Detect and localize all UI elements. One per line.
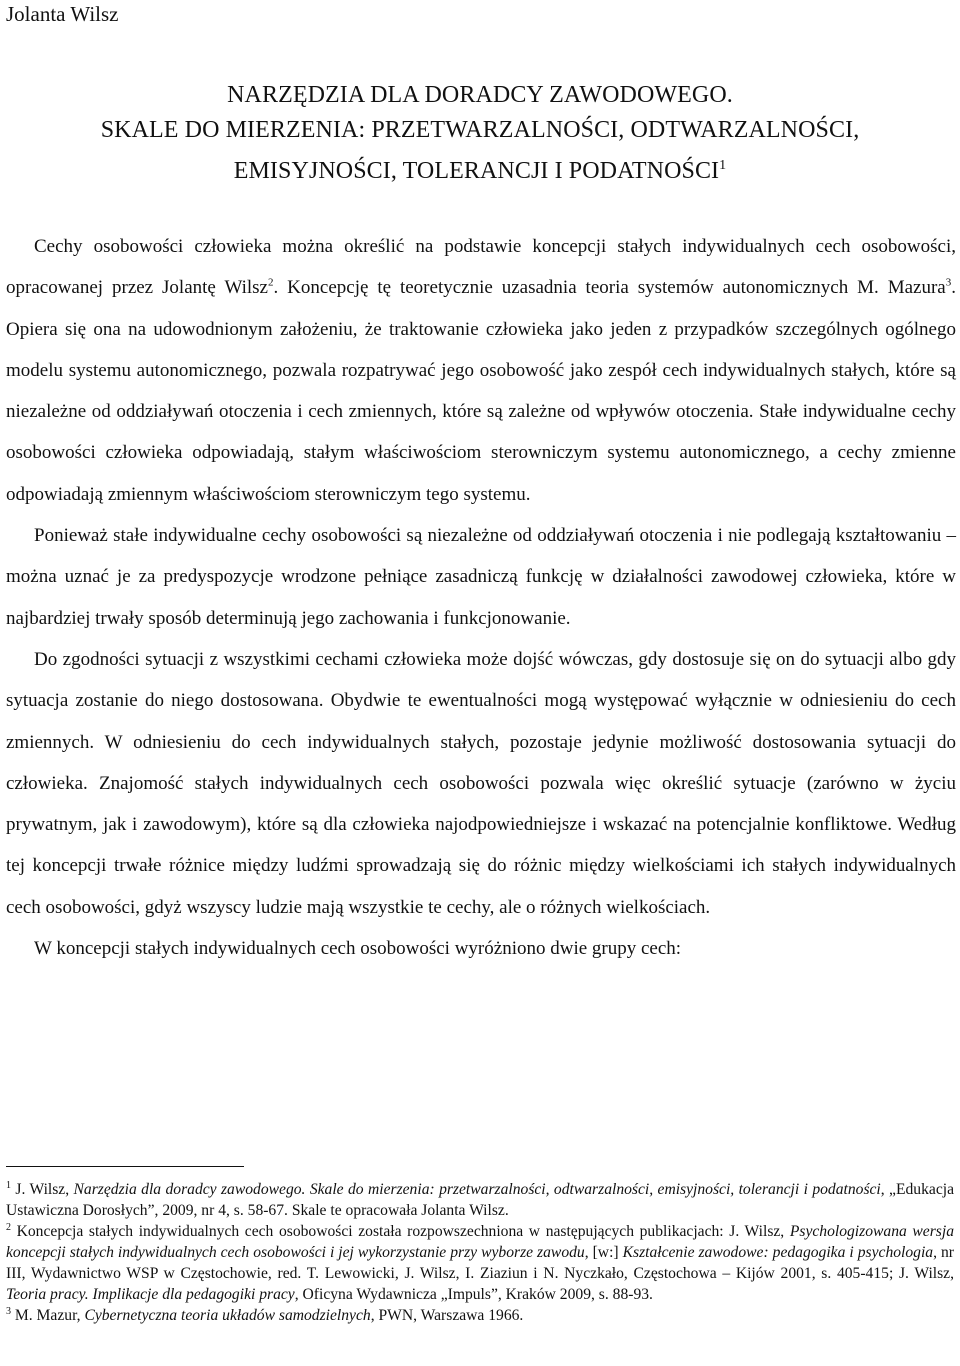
footnote-1-source: , „Edukacja Ustawiczna Dorosłych”, 2009, nr 4, s. 58-67. Skale te opracowała Jolanta Wilsz.: [6, 1181, 954, 1219]
document-title: [0, 78, 960, 189]
footnote-3-title: Cybernetyczna teoria układów samodzielnych: [84, 1307, 371, 1324]
footnote-3: [6, 1305, 954, 1326]
title-footnote-ref[interactable]: 1: [719, 158, 727, 173]
title-line-1: NARZĘDZIA DLA DORADCY ZAWODOWEGO.: [227, 82, 733, 108]
footnote-2-title-2: Kształcenie zawodowe: pedagogika i psychologia: [622, 1244, 934, 1261]
title-line-3: [0, 148, 960, 189]
footnote-1: [6, 1179, 954, 1221]
footnotes: [6, 1179, 954, 1326]
footnote-2-title-3: Teoria pracy. Implikacje dla pedagogiki pracy: [6, 1286, 295, 1303]
title-line-3-text: EMISYJNOŚCI, TOLERANCJI I PODATNOŚCI: [233, 158, 720, 184]
footnote-2-title-1: Psychologizowana wersja koncepcji stałych indywidualnych cech osobowości i jej wykorzystanie przy wyborze zawodu: [6, 1223, 954, 1261]
footnote-1-author: J. Wilsz,: [11, 1181, 74, 1198]
footnote-3-publisher: , PWN, Warszawa 1966.: [370, 1307, 524, 1324]
footnote-1-title: Narzędzia dla doradcy zawodowego. Skale do mierzenia: przetwarzalności, odtwarzalności, emisyjności, tolerancji i podatności: [73, 1181, 881, 1198]
body-text: [6, 226, 956, 969]
paragraph-1-part-2: . Koncepcję tę teoretycznie uzasadnia teoria systemów autonomicznych M. Mazura: [273, 277, 946, 299]
footnote-ref-3[interactable]: 3: [945, 276, 952, 289]
footnote-2-intro: Koncepcja stałych indywidualnych cech osobowości została rozpowszechniona w następujących publikacjach: J. Wilsz,: [11, 1223, 790, 1240]
paragraph-1: [6, 226, 956, 515]
footnote-2-publisher-1: , nr III, Wydawnictwo WSP w Częstochowie, red. T. Lewowicki, J. Wilsz, I. Ziaziun i N. Nyczkało, Częstochowa – Kijów 2001, s. 405-415; J. Wilsz,: [6, 1244, 954, 1282]
title-line-2: SKALE DO MIERZENIA: PRZETWARZALNOŚCI, ODTWARZALNOŚCI,: [100, 117, 860, 143]
footnote-2-number: 2: [6, 1221, 11, 1233]
paragraph-4: W koncepcji stałych indywidualnych cech osobowości wyróżniono dwie grupy cech:: [34, 938, 682, 960]
paragraph-2: Ponieważ stałe indywidualne cechy osobowości są niezależne od oddziaływań otoczenia i nie podlegają kształtowaniu – można uznać je za predyspozycje wrodzone pełniące zasadniczą funkcję w działalności zawodowej człowieka, które w najbardziej trwały sposób determinują jego zachowania i funkcjonowanie.: [6, 525, 956, 629]
author-header: Jolanta Wilsz: [6, 2, 119, 26]
footnote-separator: [6, 1166, 244, 1167]
paragraph-3: Do zgodności sytuacji z wszystkimi cechami człowieka może dojść wówczas, gdy dostosuje się on do sytuacji albo gdy sytuacja zostanie do niego dostosowana. Obydwie te ewentualności mogą występować wyłącznie w odniesieniu do cech zmiennych. W odniesieniu do cech indywidualnych stałych, pozostaje jedynie możliwość dostosowania sytuacji do człowieka. Znajomość stałych indywidualnych cech osobowości pozwala więc określić sytuacje (zarówno w życiu prywatnym, jak i zawodowym), które są dla człowieka najodpowiedniejsze i wskazać na potencjalnie konfliktowe. Według tej koncepcji trwałe różnice między ludźmi sprowadzają się do różnic między wielkościami ich stałych indywidualnych cech osobowości, gdyż wszyscy ludzie mają wszystkie te cechy, ale o różnych wielkościach.: [6, 648, 956, 918]
footnote-1-number: 1: [6, 1179, 11, 1191]
paragraph-1-part-3: . Opiera się ona na udowodnionym założeniu, że traktowanie człowieka jako jeden z przypadków szczególnych ogólnego modelu systemu autonomicznego, pozwala rozpatrywać jego osobowość jako zespół cech indywidualnych stałych, które są niezależne od oddziaływań otoczenia i cech zmiennych, które są zależne od wpływów otoczenia. Stałe indywidualne cechy osobowości człowieka odpowiadają, stałym właściwościom sterowniczym systemu autonomicznego, a cechy zmienne odpowiadają zmiennym właściwościom sterowniczym tego systemu.: [6, 277, 956, 505]
footnote-2: [6, 1221, 954, 1305]
footnote-2-publisher-2: , Oficyna Wydawnicza „Impuls”, Kraków 2009, s. 88-93.: [294, 1286, 653, 1303]
footnote-2-in: , [w:]: [584, 1244, 623, 1261]
paragraph-1-part-1: Cechy osobowości człowieka można określić na podstawie koncepcji stałych indywidualnych cech osobowości, opracowanej przez Jolantę Wilsz: [6, 236, 956, 299]
footnote-ref-2[interactable]: 2: [268, 276, 274, 289]
footnote-3-number: 3: [6, 1305, 11, 1317]
footnote-3-author: M. Mazur,: [11, 1307, 85, 1324]
